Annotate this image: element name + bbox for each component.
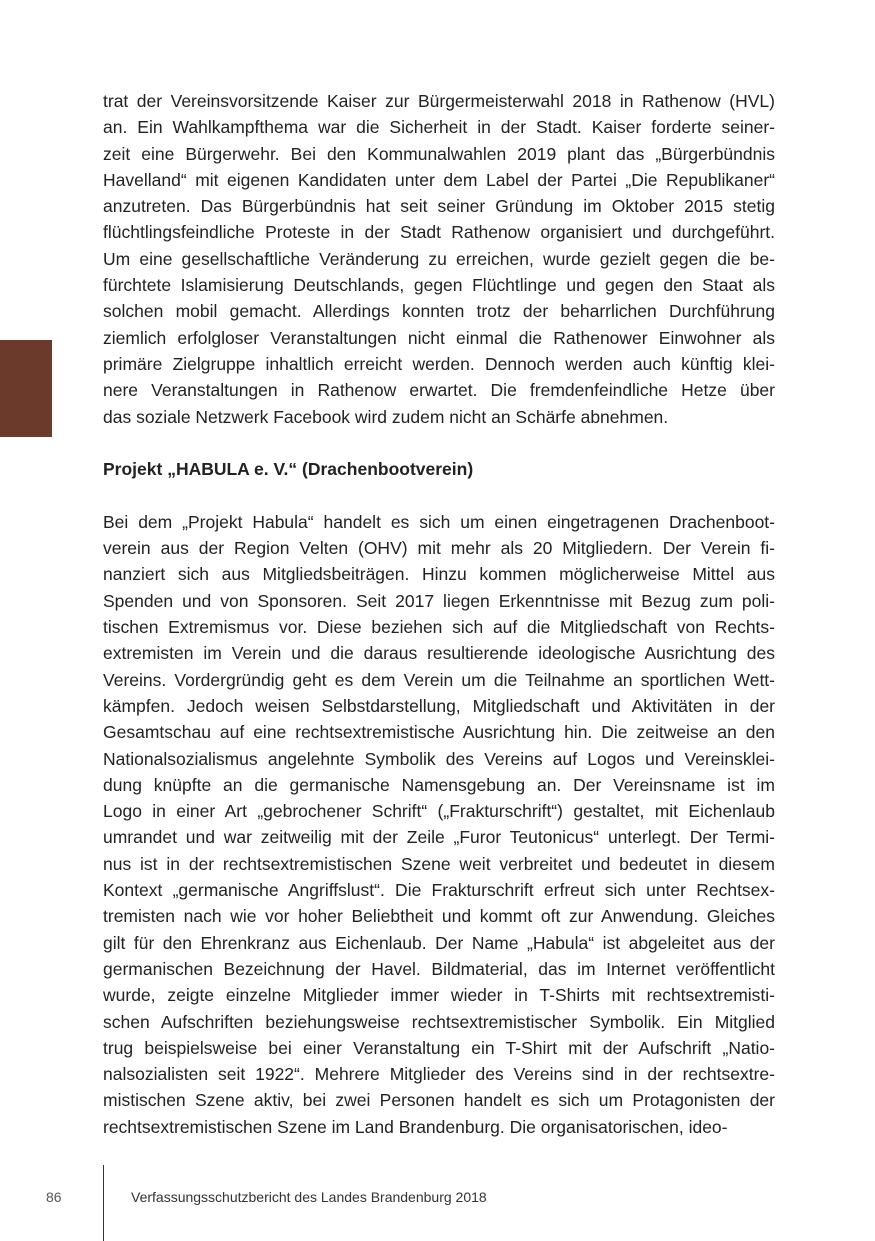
text-line: gilt für den Ehrenkranz aus Eichenlaub. Der Name „Habula“ ist abgeleitet aus der (103, 932, 775, 953)
text-line: Nationalsozialismus angelehnte Symbolik des Vereins auf Logos und Vereinsklei- (103, 748, 775, 769)
section-heading-habula: Projekt „HABULA e. V.“ (Drachenbootverein) (103, 458, 474, 479)
text-line: Logo in einer Art „gebrochener Schrift“ („Frakturschrift“) gestaltet, mit Eichenlaub (103, 801, 775, 822)
text-line: Gesamtschau auf eine rechtsextremistische Ausrichtung hin. Die zeitweise an den (103, 722, 775, 743)
text-line: dung knüpfte an die germanische Namensgebung an. Der Vereinsname ist im (103, 774, 775, 795)
text-line: nus ist in der rechtsextremistischen Szene weit verbreitet und bedeutet in diesem (103, 853, 775, 874)
page-number: 86 (46, 1189, 62, 1205)
text-line: Spenden und von Sponsoren. Seit 2017 liegen Erkenntnisse mit Bezug zum poli- (103, 590, 775, 611)
text-line: fürchtete Islamisierung Deutschlands, gegen Flüchtlinge und gegen den Staat als (103, 275, 775, 296)
text-line: anzutreten. Das Bürgerbündnis hat seit seiner Gründung im Oktober 2015 stetig (103, 196, 775, 217)
text-line: verein aus der Region Velten (OHV) mit mehr als 20 Mitgliedern. Der Verein fi- (103, 538, 775, 559)
text-line: tremisten nach wie vor hoher Beliebtheit und kommt oft zur Anwendung. Gleiches (103, 906, 775, 927)
text-line: umrandet und war zeitweilig mit der Zeile „Furor Teutonicus“ unterlegt. Der Termi- (103, 827, 775, 848)
text-line: nere Veranstaltungen in Rathenow erwartet. Die fremdenfeindliche Hetze über (103, 380, 775, 401)
text-line: das soziale Netzwerk Facebook wird zudem nicht an Schärfe abnehmen. (103, 406, 669, 427)
paragraph-rathenow (103, 88, 775, 430)
text-line: an. Ein Wahlkampfthema war die Sicherheit in der Stadt. Kaiser forderte seiner- (103, 117, 775, 138)
footer-divider (103, 1165, 104, 1241)
text-line: trat der Vereinsvorsitzende Kaiser zur Bürgermeisterwahl 2018 in Rathenow (HVL) (103, 91, 775, 111)
text-line: zeit eine Bürgerwehr. Bei den Kommunalwahlen 2019 plant das „Bürgerbündnis (103, 143, 775, 164)
paragraph-habula (103, 509, 775, 1140)
text-line: Kontext „germanische Angriffslust“. Die Frakturschrift erfreut sich unter Rechtsex- (103, 880, 775, 901)
text-line: kämpfen. Jedoch weisen Selbstdarstellung, Mitgliedschaft und Aktivitäten in der (103, 695, 775, 716)
text-line: solchen mobil gemacht. Allerdings konnten trotz der beharrlichen Durchführung (103, 301, 775, 322)
text-line: flüchtlingsfeindliche Proteste in der Stadt Rathenow organisiert und durchgeführt. (103, 222, 775, 243)
text-line: extremisten im Verein und die daraus resultierende ideologische Ausrichtung des (103, 643, 775, 664)
text-line: germanischen Bezeichnung der Havel. Bildmaterial, das im Internet veröffentlicht (103, 958, 775, 979)
text-line: mistischen Szene aktiv, bei zwei Personen handelt es sich um Protagonisten der (103, 1090, 775, 1111)
chapter-side-tab (0, 340, 52, 437)
text-line: Havelland“ mit eigenen Kandidaten unter dem Label der Partei „Die Republikaner“ (103, 169, 775, 190)
page-content (103, 88, 775, 1140)
text-line: Bei dem „Projekt Habula“ handelt es sich um einen eingetragenen Drachenboot- (103, 511, 775, 532)
text-line: schen Aufschriften beziehungsweise rechtsextremistischer Symbolik. Ein Mitglied (103, 1011, 775, 1032)
text-line: Um eine gesellschaftliche Veränderung zu erreichen, wurde gezielt gegen die be- (103, 248, 775, 269)
text-line: trug beispielsweise bei einer Veranstaltung ein T-Shirt mit der Aufschrift „Natio- (103, 1037, 775, 1058)
text-line: tischen Extremismus vor. Diese beziehen sich auf die Mitgliedschaft von Rechts- (103, 617, 775, 638)
text-line: nanziert sich aus Mitgliedsbeiträgen. Hinzu kommen möglicherweise Mittel aus (103, 564, 775, 585)
text-line: wurde, zeigte einzelne Mitglieder immer wieder in T-Shirts mit rechtsextremisti- (103, 985, 775, 1006)
text-line: nalsozialisten seit 1922“. Mehrere Mitglieder des Vereins sind in der rechtsextre- (103, 1064, 775, 1085)
text-line: ziemlich erfolgloser Veranstaltungen nicht einmal die Rathenower Einwohner als (103, 327, 775, 348)
footer-title: Verfassungsschutzbericht des Landes Brandenburg 2018 (131, 1189, 487, 1205)
text-line: rechtsextremistischen Szene im Land Brandenburg. Die organisatorischen, ideo- (103, 1116, 728, 1137)
text-line: primäre Zielgruppe inhaltlich erreicht werden. Dennoch werden auch künftig klei- (103, 353, 775, 374)
text-line: Vereins. Vordergründig geht es dem Verein um die Teilnahme an sportlichen Wett- (103, 669, 775, 690)
